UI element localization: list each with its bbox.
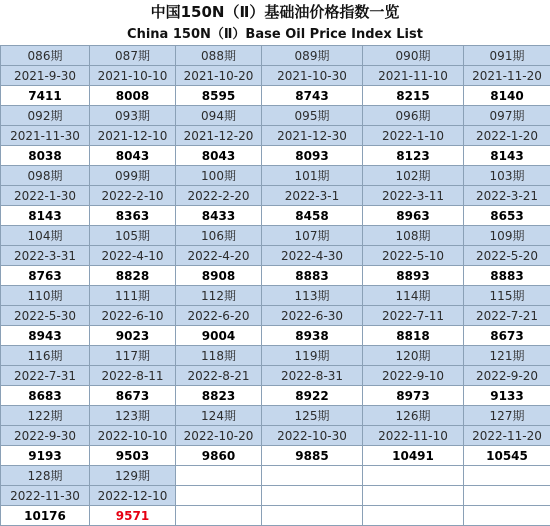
value-cell: 8143 — [1, 206, 90, 226]
date-row — [1, 246, 550, 266]
period-cell: 090期 — [363, 46, 464, 66]
value-cell: 8043 — [90, 146, 176, 166]
value-cell: 8433 — [176, 206, 262, 226]
date-cell: 2022-1-20 — [464, 126, 550, 146]
period-cell: 121期 — [464, 346, 550, 366]
empty-cell — [464, 486, 550, 506]
page-title: 中国150N（Ⅱ）基础油价格指数一览 — [0, 0, 550, 25]
date-cell: 2022-3-31 — [1, 246, 90, 266]
date-cell: 2022-7-31 — [1, 366, 90, 386]
value-cell: 8038 — [1, 146, 90, 166]
date-cell: 2021-9-30 — [1, 66, 90, 86]
date-cell: 2022-3-11 — [363, 186, 464, 206]
date-cell: 2022-9-20 — [464, 366, 550, 386]
period-cell: 120期 — [363, 346, 464, 366]
date-cell: 2022-4-30 — [262, 246, 363, 266]
period-cell: 097期 — [464, 106, 550, 126]
period-row — [1, 406, 550, 426]
period-cell: 093期 — [90, 106, 176, 126]
value-cell: 10491 — [363, 446, 464, 466]
date-cell: 2022-12-10 — [90, 486, 176, 506]
value-row — [1, 446, 550, 466]
period-cell: 101期 — [262, 166, 363, 186]
empty-cell — [363, 486, 464, 506]
date-cell: 2021-11-10 — [363, 66, 464, 86]
value-cell: 8683 — [1, 386, 90, 406]
period-cell: 127期 — [464, 406, 550, 426]
value-cell: 8938 — [262, 326, 363, 346]
empty-cell — [363, 466, 464, 486]
period-cell: 094期 — [176, 106, 262, 126]
period-row — [1, 46, 550, 66]
date-cell: 2022-5-20 — [464, 246, 550, 266]
value-cell: 8893 — [363, 266, 464, 286]
period-cell: 095期 — [262, 106, 363, 126]
value-cell: 8123 — [363, 146, 464, 166]
date-cell: 2022-1-30 — [1, 186, 90, 206]
period-cell: 117期 — [90, 346, 176, 366]
period-row — [1, 166, 550, 186]
period-cell: 103期 — [464, 166, 550, 186]
period-cell: 112期 — [176, 286, 262, 306]
date-cell: 2022-9-30 — [1, 426, 90, 446]
value-cell: 8093 — [262, 146, 363, 166]
period-cell: 115期 — [464, 286, 550, 306]
period-cell: 107期 — [262, 226, 363, 246]
date-cell: 2022-10-10 — [90, 426, 176, 446]
period-row — [1, 466, 550, 486]
period-cell: 088期 — [176, 46, 262, 66]
date-row — [1, 66, 550, 86]
period-cell: 113期 — [262, 286, 363, 306]
period-cell: 106期 — [176, 226, 262, 246]
value-cell: 8883 — [262, 266, 363, 286]
empty-cell — [262, 466, 363, 486]
date-cell: 2022-5-30 — [1, 306, 90, 326]
value-cell: 9571 — [90, 506, 176, 526]
period-cell: 122期 — [1, 406, 90, 426]
period-cell: 105期 — [90, 226, 176, 246]
date-cell: 2022-8-11 — [90, 366, 176, 386]
date-cell: 2022-7-21 — [464, 306, 550, 326]
date-row — [1, 306, 550, 326]
value-row — [1, 146, 550, 166]
value-row — [1, 206, 550, 226]
date-row — [1, 366, 550, 386]
date-cell: 2022-2-10 — [90, 186, 176, 206]
period-cell: 123期 — [90, 406, 176, 426]
value-cell: 8653 — [464, 206, 550, 226]
period-row — [1, 226, 550, 246]
period-cell: 104期 — [1, 226, 90, 246]
value-cell: 8973 — [363, 386, 464, 406]
value-cell: 8818 — [363, 326, 464, 346]
value-cell: 8008 — [90, 86, 176, 106]
value-cell: 8908 — [176, 266, 262, 286]
date-cell: 2022-9-10 — [363, 366, 464, 386]
date-cell: 2022-4-20 — [176, 246, 262, 266]
value-cell: 8828 — [90, 266, 176, 286]
date-cell: 2022-8-21 — [176, 366, 262, 386]
period-cell: 125期 — [262, 406, 363, 426]
date-cell: 2022-6-30 — [262, 306, 363, 326]
empty-cell — [176, 466, 262, 486]
value-cell: 8673 — [90, 386, 176, 406]
date-cell: 2022-10-20 — [176, 426, 262, 446]
page-subtitle: China 150N（Ⅱ）Base Oil Price Index List — [0, 25, 550, 45]
period-cell: 102期 — [363, 166, 464, 186]
value-cell: 8595 — [176, 86, 262, 106]
date-cell: 2022-11-30 — [1, 486, 90, 506]
period-cell: 124期 — [176, 406, 262, 426]
period-cell: 092期 — [1, 106, 90, 126]
value-cell: 8673 — [464, 326, 550, 346]
period-cell: 126期 — [363, 406, 464, 426]
period-cell: 100期 — [176, 166, 262, 186]
value-cell: 8943 — [1, 326, 90, 346]
period-cell: 128期 — [1, 466, 90, 486]
period-cell: 099期 — [90, 166, 176, 186]
period-cell: 086期 — [1, 46, 90, 66]
value-cell: 8458 — [262, 206, 363, 226]
value-cell: 9133 — [464, 386, 550, 406]
empty-cell — [176, 486, 262, 506]
date-cell: 2022-3-21 — [464, 186, 550, 206]
period-cell: 098期 — [1, 166, 90, 186]
period-row — [1, 286, 550, 306]
value-cell: 8922 — [262, 386, 363, 406]
date-cell: 2022-2-20 — [176, 186, 262, 206]
period-cell: 087期 — [90, 46, 176, 66]
value-cell: 8140 — [464, 86, 550, 106]
period-cell: 116期 — [1, 346, 90, 366]
value-cell: 9860 — [176, 446, 262, 466]
date-cell: 2022-7-11 — [363, 306, 464, 326]
value-cell: 8215 — [363, 86, 464, 106]
price-index-table — [0, 45, 550, 526]
value-cell: 8963 — [363, 206, 464, 226]
value-cell: 8363 — [90, 206, 176, 226]
date-cell: 2021-12-20 — [176, 126, 262, 146]
date-cell: 2022-10-30 — [262, 426, 363, 446]
value-row — [1, 386, 550, 406]
date-cell: 2021-12-10 — [90, 126, 176, 146]
value-cell: 8043 — [176, 146, 262, 166]
date-cell: 2021-10-10 — [90, 66, 176, 86]
value-row — [1, 266, 550, 286]
value-cell: 10176 — [1, 506, 90, 526]
period-row — [1, 346, 550, 366]
date-row — [1, 426, 550, 446]
value-row — [1, 326, 550, 346]
value-cell: 9885 — [262, 446, 363, 466]
value-cell: 9004 — [176, 326, 262, 346]
date-cell: 2022-5-10 — [363, 246, 464, 266]
period-cell: 118期 — [176, 346, 262, 366]
period-cell: 119期 — [262, 346, 363, 366]
value-row — [1, 86, 550, 106]
date-cell: 2021-10-20 — [176, 66, 262, 86]
date-cell: 2021-11-30 — [1, 126, 90, 146]
date-cell: 2022-11-20 — [464, 426, 550, 446]
period-cell: 109期 — [464, 226, 550, 246]
value-cell: 8823 — [176, 386, 262, 406]
period-cell: 114期 — [363, 286, 464, 306]
period-cell: 089期 — [262, 46, 363, 66]
value-cell: 9023 — [90, 326, 176, 346]
value-cell: 7411 — [1, 86, 90, 106]
period-cell: 110期 — [1, 286, 90, 306]
date-cell: 2022-6-20 — [176, 306, 262, 326]
value-cell: 8143 — [464, 146, 550, 166]
period-cell: 108期 — [363, 226, 464, 246]
period-row — [1, 106, 550, 126]
period-cell: 111期 — [90, 286, 176, 306]
date-row — [1, 486, 550, 506]
period-cell: 129期 — [90, 466, 176, 486]
date-cell: 2022-6-10 — [90, 306, 176, 326]
date-row — [1, 186, 550, 206]
date-cell: 2022-8-31 — [262, 366, 363, 386]
date-cell: 2022-3-1 — [262, 186, 363, 206]
value-cell: 9193 — [1, 446, 90, 466]
period-cell: 096期 — [363, 106, 464, 126]
empty-cell — [464, 466, 550, 486]
date-cell: 2021-10-30 — [262, 66, 363, 86]
date-cell: 2021-12-30 — [262, 126, 363, 146]
value-cell: 8743 — [262, 86, 363, 106]
value-cell: 8763 — [1, 266, 90, 286]
date-row — [1, 126, 550, 146]
value-cell: 9503 — [90, 446, 176, 466]
date-cell: 2022-1-10 — [363, 126, 464, 146]
date-cell: 2022-4-10 — [90, 246, 176, 266]
date-cell: 2021-11-20 — [464, 66, 550, 86]
date-cell: 2022-11-10 — [363, 426, 464, 446]
value-cell: 8883 — [464, 266, 550, 286]
period-cell: 091期 — [464, 46, 550, 66]
empty-cell — [262, 486, 363, 506]
value-cell: 10545 — [464, 446, 550, 466]
